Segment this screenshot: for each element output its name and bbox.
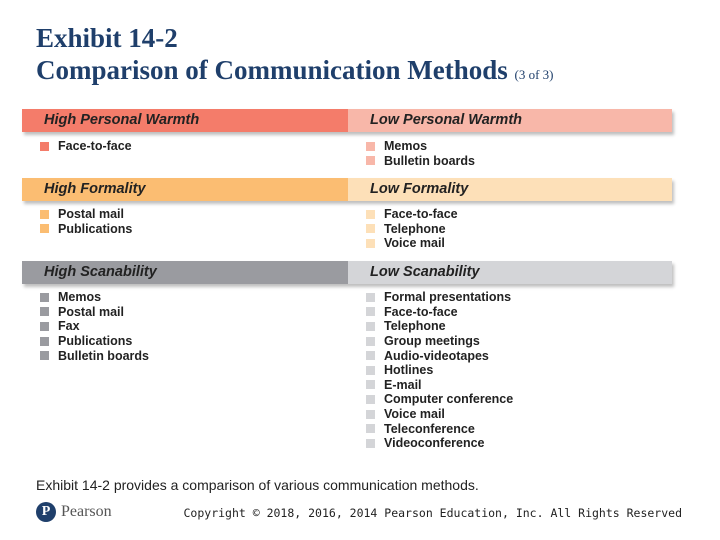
section-scanability (22, 261, 672, 451)
bullet-square-icon (40, 322, 49, 331)
bullet-square-icon (366, 351, 375, 360)
pearson-wordmark: Pearson (61, 503, 112, 520)
section-personal-warmth (22, 109, 672, 168)
pearson-p-icon: P (36, 502, 56, 522)
list-item: Postal mail (40, 305, 348, 320)
list-item: Computer conference (366, 392, 672, 407)
header-low-personal-warmth: Low Personal Warmth (348, 109, 672, 132)
header-low-formality: Low Formality (348, 178, 672, 201)
bullet-square-icon (366, 366, 375, 375)
header-high-scanability: High Scanability (22, 261, 348, 284)
list-item: Face-to-face (40, 139, 348, 154)
list-item: Group meetings (366, 334, 672, 349)
list-high-scanability (22, 290, 348, 451)
bullet-square-icon (366, 337, 375, 346)
bullet-square-icon (366, 224, 375, 233)
list-item: Bulletin boards (366, 154, 672, 169)
list-item: Publications (40, 222, 348, 237)
bullet-square-icon (40, 142, 49, 151)
header-low-scanability: Low Scanability (348, 261, 672, 284)
list-item: Teleconference (366, 421, 672, 436)
bullet-square-icon (366, 210, 375, 219)
pearson-logo (36, 502, 112, 522)
list-item: Formal presentations (366, 290, 672, 305)
title-line-1: Exhibit 14-2 (36, 23, 178, 53)
section-formality (22, 178, 672, 251)
bullet-square-icon (366, 410, 375, 419)
bullet-square-icon (40, 351, 49, 360)
bullet-square-icon (366, 395, 375, 404)
section-header (22, 178, 672, 201)
list-item: Postal mail (40, 207, 348, 222)
bullet-square-icon (40, 337, 49, 346)
list-item: Voice mail (366, 236, 672, 251)
list-high-personal-warmth (22, 139, 348, 168)
bullet-square-icon (366, 307, 375, 316)
exhibit-caption: Exhibit 14-2 provides a comparison of various communication methods. (36, 477, 479, 493)
list-item: Fax (40, 319, 348, 334)
bullet-square-icon (366, 156, 375, 165)
list-item: Memos (40, 290, 348, 305)
bullet-square-icon (366, 239, 375, 248)
list-low-personal-warmth (348, 139, 672, 168)
list-item: Audio-videotapes (366, 348, 672, 363)
bullet-square-icon (366, 439, 375, 448)
bullet-square-icon (366, 322, 375, 331)
list-item: Telephone (366, 222, 672, 237)
list-item: Videoconference (366, 436, 672, 451)
copyright-notice: Copyright © 2018, 2016, 2014 Pearson Education, Inc. All Rights Reserved (183, 506, 682, 520)
bullet-square-icon (40, 307, 49, 316)
list-item: Telephone (366, 319, 672, 334)
header-high-formality: High Formality (22, 178, 348, 201)
list-item: Publications (40, 334, 348, 349)
list-item: Bulletin boards (40, 348, 348, 363)
bullet-square-icon (40, 224, 49, 233)
list-low-formality (348, 207, 672, 251)
bullet-square-icon (366, 142, 375, 151)
title-line-2: Comparison of Communication Methods (36, 55, 508, 85)
bullet-square-icon (40, 293, 49, 302)
list-item: Face-to-face (366, 305, 672, 320)
slide-title (36, 22, 696, 91)
header-high-personal-warmth: High Personal Warmth (22, 109, 348, 132)
section-header (22, 261, 672, 284)
list-item: Voice mail (366, 407, 672, 422)
list-item: Memos (366, 139, 672, 154)
section-header (22, 109, 672, 132)
list-high-formality (22, 207, 348, 251)
bullet-square-icon (366, 293, 375, 302)
bullet-square-icon (40, 210, 49, 219)
list-item: Hotlines (366, 363, 672, 378)
bullet-square-icon (366, 424, 375, 433)
list-item: E-mail (366, 378, 672, 393)
bullet-square-icon (366, 380, 375, 389)
list-item: Face-to-face (366, 207, 672, 222)
list-low-scanability (348, 290, 672, 451)
title-suffix: (3 of 3) (514, 67, 554, 82)
